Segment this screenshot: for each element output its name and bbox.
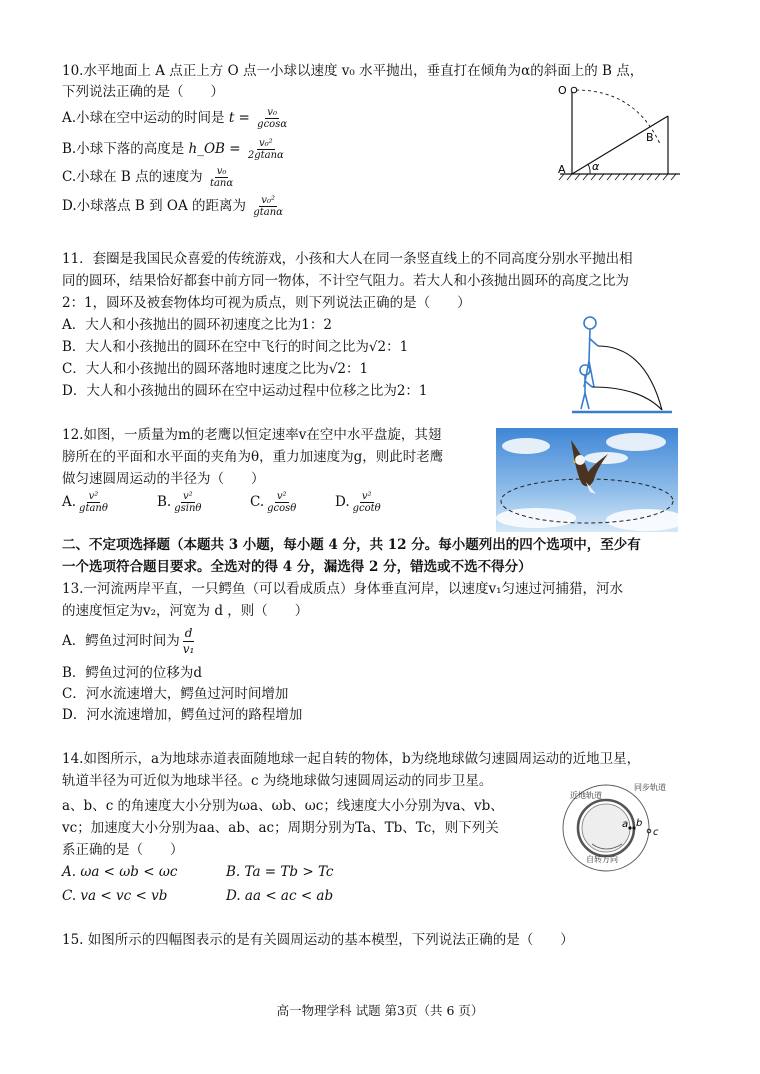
q11-stem-line3: 2：1，圆环及被套物体均可视为质点，则下列说法正确的是（ ） <box>62 295 471 311</box>
q11-option-c[interactable]: C．大人和小孩抛出的圆环落地时速度之比为√2：1 <box>62 361 369 377</box>
q14-stem-line1: 14.如图所示，a为地球赤道表面随地球一起自转的物体，b为绕地球做匀速圆周运动的近地卫星， <box>62 751 641 767</box>
q10-b-num: v₀² <box>258 138 273 149</box>
q11-child-icon <box>580 365 592 409</box>
q12-c-fraction <box>265 491 298 514</box>
q12-stem-line2: 膀所在的平面和水平面的夹角为θ，重力加速度为g，则此时老鹰 <box>62 449 444 465</box>
q12-option-d[interactable] <box>335 491 384 514</box>
q12-b-num: v² <box>182 491 193 502</box>
q10-c-den: tanα <box>209 178 234 189</box>
q14-option-d[interactable]: D. aa < ac < ab <box>226 888 334 904</box>
q10-label-o: O <box>558 84 567 97</box>
q10-ground-hatch <box>559 174 676 180</box>
q10-incline-figure <box>550 82 685 187</box>
q10-option-d-text: D.小球落点 B 到 OA 的距离为 <box>62 198 247 214</box>
section2-heading-line1: 二、不定项选择题（本题共 3 小题，每小题 4 分，共 12 分。每小题列出的四个选项中，至少有 <box>62 537 641 553</box>
q10-option-a-text: A.小球在空中运动的时间是 <box>62 110 225 126</box>
q14-label-c: c <box>653 827 659 838</box>
q13-stem-line1: 13.一河流两岸平直，一只鳄鱼（可以看成质点）身体垂直河岸，以速度v₁匀速过河捕猎，河水 <box>62 581 624 597</box>
q10-angle-arc <box>588 164 590 174</box>
q10-option-b-text: B.小球下落的高度是 <box>62 141 185 157</box>
q14-option-a[interactable]: A. ωa < ωb < ωc <box>62 864 178 880</box>
q14-stem-line3: a、b、c 的角速度大小分别为ωa、ωb、ωc；线速度大小分别为va、vb、 <box>62 798 504 814</box>
q10-stem-line2: 下列说法正确的是（ ） <box>62 84 224 100</box>
q14-option-c[interactable]: C. va < vc < vb <box>62 888 168 904</box>
q14-orbit-figure <box>556 778 696 878</box>
q12-a-num: v² <box>88 491 99 502</box>
q14-stem-line4: vc；加速度大小分别为aa、ab、ac；周期分别为Ta、Tb、Tc，则下列关 <box>62 820 499 836</box>
q10-stem-line1: 10.水平地面上 A 点正上方 O 点一小球以速度 v₀ 水平抛出，垂直打在倾角为α的斜面上的 B 点， <box>62 63 644 79</box>
q12-stem-line1: 12.如图，一质量为m的老鹰以恒定速率v在空中水平盘旋，其翅 <box>62 427 442 443</box>
q10-a-num: v₀ <box>267 107 277 118</box>
q10-label-b: B <box>646 131 654 144</box>
q13-a-num: d <box>184 626 193 640</box>
q10-option-b-fraction <box>246 138 286 161</box>
q10-option-c[interactable] <box>62 166 236 189</box>
q13-a-den: v₁ <box>182 642 195 656</box>
q12-option-a[interactable] <box>62 491 111 514</box>
q11-stem-line2: 同的圆环，结果恰好都套中前方同一物体，不计空气阻力。若大人和小孩抛出圆环的高度之比为 <box>62 273 629 289</box>
q13-stem-line2: 的速度恒定为v₂，河宽为 d ，则（ ） <box>62 603 309 619</box>
q12-a-label: A. <box>62 494 77 510</box>
q10-option-a-formula: t = <box>228 110 250 126</box>
q10-a-den: gcosα <box>257 119 288 130</box>
q11-child-trajectory <box>592 387 662 410</box>
q13-a-text: A．鳄鱼过河时间为 <box>62 633 180 649</box>
q11-option-b[interactable]: B．大人和小孩抛出的圆环在空中飞行的时间之比为√2：1 <box>62 339 409 355</box>
q12-stem-line3: 做匀速圆周运动的半径为（ ） <box>62 471 265 487</box>
q10-option-b[interactable] <box>62 138 287 161</box>
q14-point-a <box>628 826 631 829</box>
q11-stem-line1: 11．套圈是我国民众喜爱的传统游戏，小孩和大人在同一条竖直线上的不同高度分别水平抛出相 <box>62 251 633 267</box>
q12-d-den: gcotθ <box>352 503 381 514</box>
q13-a-fraction <box>181 626 197 657</box>
q13-option-d[interactable]: D．河水流速增加，鳄鱼过河的路程增加 <box>62 707 303 723</box>
q12-b-den: gsinθ <box>174 503 202 514</box>
q14-label-spin: 自转方向 <box>586 855 618 864</box>
q10-label-a: A <box>558 163 566 176</box>
q11-option-a[interactable]: A．大人和小孩抛出的圆环初速度之比为1：2 <box>62 317 332 333</box>
q12-option-c[interactable] <box>250 491 299 514</box>
page-footer: 高一物理学科 试题 第3页（共 6 页） <box>276 1003 484 1018</box>
q12-b-fraction <box>172 491 203 514</box>
q12-c-label: C. <box>250 494 265 510</box>
q10-option-b-formula: h_OB = <box>188 141 241 157</box>
q10-option-a[interactable] <box>62 107 290 130</box>
q14-label-a: a <box>622 819 629 830</box>
q11-adult-trajectory <box>598 346 662 410</box>
q14-label-sync: 同步轨道 <box>634 783 666 792</box>
section2-heading-line2: 一个选项符合题目要求。全选对的得 4 分，漏选得 2 分，错选或不选不得分） <box>62 559 532 575</box>
q11-adult-icon <box>584 317 598 387</box>
q10-option-c-text: C.小球在 B 点的速度为 <box>62 169 203 185</box>
q10-label-alpha: α <box>592 160 600 173</box>
q10-incline-line <box>572 116 668 174</box>
q10-d-den: gtanα <box>253 207 283 218</box>
q11-option-d[interactable]: D．大人和小孩抛出的圆环在空中运动过程中位移之比为2：1 <box>62 383 428 399</box>
q13-option-c[interactable]: C．河水流速增大，鳄鱼过河时间增加 <box>62 686 289 702</box>
q14-stem-line2: 轨道半径为可近似为地球半径。c 为绕地球做匀速圆周运动的同步卫星。 <box>62 773 493 789</box>
q12-a-den: gtanθ <box>79 503 108 514</box>
q10-ball-icon <box>571 87 577 93</box>
q10-option-c-fraction <box>208 166 235 189</box>
q12-option-b[interactable] <box>157 491 204 514</box>
q10-b-den: 2gtanα <box>247 150 284 161</box>
q10-c-num: v₀ <box>216 166 227 177</box>
q12-b-label: B. <box>157 494 172 510</box>
q13-option-a[interactable] <box>62 626 197 657</box>
q12-c-num: v² <box>276 491 287 502</box>
q12-eagle-figure <box>496 428 678 532</box>
q10-d-num: v₀² <box>261 195 275 206</box>
q15-stem-line1: 15. 如图所示的四幅图表示的是有关圆周运动的基本模型，下列说法正确的是（ ） <box>62 932 574 948</box>
q14-stem-line5: 系正确的是（ ） <box>62 842 184 858</box>
q14-label-b: b <box>636 818 643 829</box>
q12-a-fraction <box>77 491 110 514</box>
q12-d-fraction <box>351 491 383 514</box>
q10-option-d[interactable] <box>62 195 286 218</box>
q12-d-num: v² <box>361 491 372 502</box>
q13-option-b[interactable]: B．鳄鱼过河的位移为d <box>62 665 203 681</box>
q12-d-label: D. <box>335 494 350 510</box>
q10-option-d-fraction <box>251 195 285 218</box>
q14-label-near: 近地轨道 <box>570 791 602 800</box>
q10-option-a-fraction <box>255 107 289 130</box>
q14-option-b[interactable]: B. Ta = Tb > Tc <box>226 864 334 880</box>
q11-ring-toss-figure <box>570 313 675 417</box>
q12-c-den: gcosθ <box>267 503 297 514</box>
